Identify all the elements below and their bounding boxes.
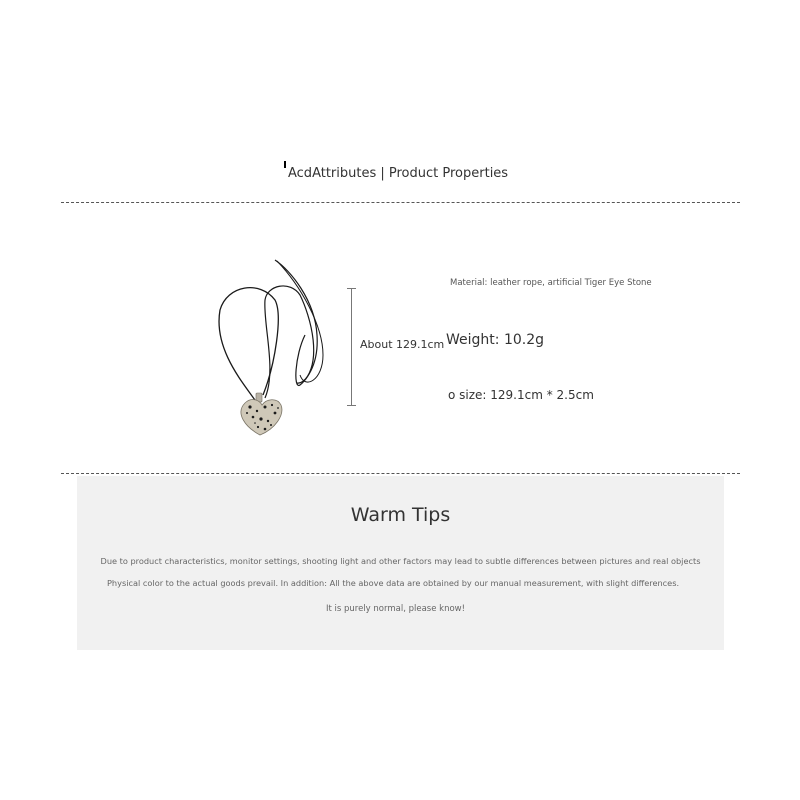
warm-tips-panel: [77, 476, 724, 650]
length-measure-line: [351, 288, 352, 405]
product-image: [205, 255, 325, 440]
warm-tips-line-3: It is purely normal, please know!: [325, 604, 466, 614]
length-measure-cap-top: [347, 288, 356, 289]
warm-tips-title: Warm Tips: [350, 504, 451, 526]
spec-weight: Weight: 10.2g: [446, 332, 544, 348]
top-divider: [61, 202, 740, 203]
spec-size: o size: 129.1cm * 2.5cm: [448, 388, 594, 402]
warm-tips-line-2: Physical color to the actual goods prevail. In addition: All the above data are obtained by our manual measurement, with slight differences.: [107, 578, 680, 588]
spec-material: Material: leather rope, artificial Tiger Eye Stone: [450, 278, 652, 288]
length-label: About 129.1cm: [360, 338, 445, 351]
bottom-divider: [61, 473, 740, 474]
page-title: AcdAttributes | Product Properties: [288, 166, 509, 181]
length-measure-cap-bottom: [347, 405, 356, 406]
warm-tips-line-1: Due to product characteristics, monitor settings, shooting light and other factors may lead to subtle differences between pictures and real objects: [100, 556, 701, 566]
header-accent-mark: [284, 161, 286, 168]
